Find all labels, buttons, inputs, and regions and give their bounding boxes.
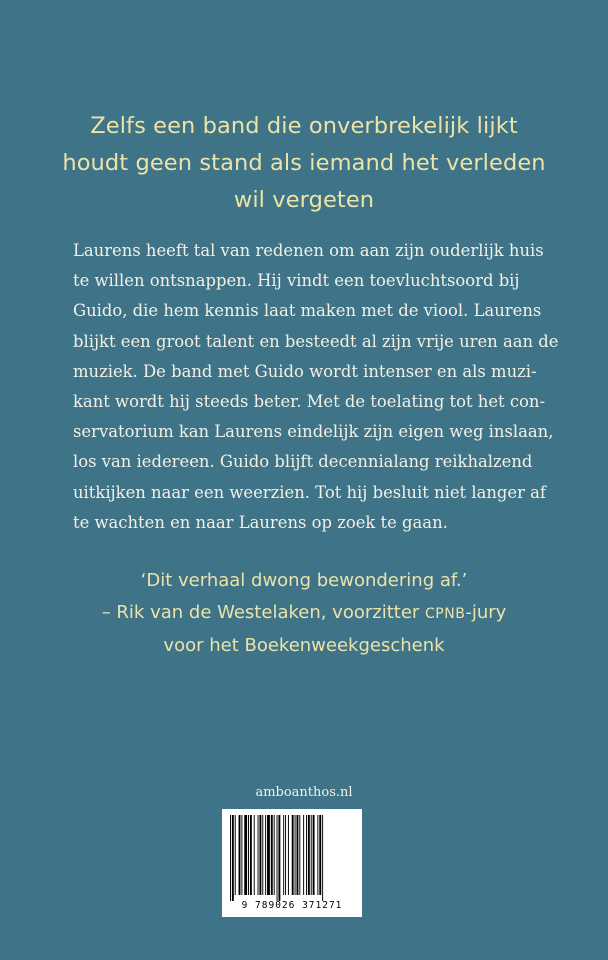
blurb-line: blijkt een groot talent en besteedt al zijn vrije uren aan de: [73, 331, 559, 351]
headline: [0, 108, 608, 219]
barcode-bar: [317, 815, 318, 895]
publisher-website: amboanthos.nl: [255, 785, 353, 800]
barcode-bar: [292, 815, 294, 895]
headline-line: Zelfs een band die onverbrekelijk lijkt: [90, 113, 518, 139]
barcode-bar: [283, 815, 284, 895]
blurb-text: [73, 236, 559, 538]
barcode-bar: [288, 815, 289, 895]
barcode-bar: [271, 815, 273, 895]
barcode-bar: [278, 815, 280, 901]
barcode-bar: [322, 815, 323, 901]
blurb-line: Laurens heeft tal van redenen om aan zijn ouderlijk huis: [73, 241, 544, 260]
headline-line: wil vergeten: [233, 187, 375, 213]
barcode-bar: [230, 815, 231, 901]
attribution-name: – Rik van de Westelaken, voorzitter: [101, 602, 426, 623]
barcode-bar: [262, 815, 263, 895]
barcode-bar: [306, 815, 307, 895]
review-quote: [0, 565, 608, 662]
barcode-bar: [311, 815, 312, 895]
barcode-bar: [248, 815, 249, 895]
quote-attribution-context: voor het Boekenweekgeschenk: [163, 635, 445, 656]
barcode-bar: [239, 815, 241, 895]
barcode-bar: [259, 815, 261, 895]
blurb-line: Guido, die hem kennis laat maken met de viool. Laurens: [73, 301, 542, 321]
barcode-bar: [313, 815, 315, 895]
barcode-bar: [232, 815, 234, 901]
barcode-bar: [241, 815, 242, 895]
attribution-org: CPNB: [425, 606, 466, 622]
blurb-line: servatorium kan Laurens eindelijk zijn eigen weg inslaan,: [73, 422, 554, 442]
barcode-bar: [267, 815, 270, 895]
barcode-bar: [295, 815, 296, 895]
barcode-bars: [222, 809, 362, 901]
barcode-bar: [308, 815, 310, 895]
barcode-bar: [285, 815, 286, 895]
isbn-number: 9 789026 371271: [241, 900, 343, 911]
quote-attribution: [0, 597, 608, 630]
barcode-bar: [319, 815, 321, 895]
barcode-bar: [244, 815, 247, 895]
barcode-bar: [250, 815, 252, 895]
barcode-bar: [258, 815, 259, 895]
barcode-bar: [274, 815, 275, 895]
barcode-bar: [277, 815, 278, 901]
blurb-line: te wachten en naar Laurens op zoek te gaan.: [73, 512, 448, 532]
barcode-bar: [254, 815, 255, 895]
headline-line: houdt geen stand als iemand het verleden: [62, 150, 546, 176]
barcode-bar: [299, 815, 300, 895]
blurb-line: uitkijken naar een weerzien. Tot hij besluit niet langer af: [73, 482, 546, 502]
barcode-bar: [303, 815, 304, 895]
attribution-suffix: -jury: [465, 602, 507, 623]
quote-text: ‘Dit verhaal dwong bewondering af.’: [140, 570, 468, 591]
barcode-bar: [265, 815, 266, 895]
blurb-line: te willen ontsnappen. Hij vindt een toevluchtsoord bij: [73, 271, 520, 291]
blurb-line: muziek. De band met Guido wordt intenser en als muzi-: [73, 361, 537, 381]
blurb-line: los van iedereen. Guido blijft decennialang reikhalzend: [73, 452, 533, 472]
isbn-barcode: [222, 809, 362, 917]
barcode-bar: [297, 815, 299, 895]
barcode-bar: [235, 815, 236, 895]
blurb-line: kant wordt hij steeds beter. Met de toelating tot het con-: [73, 392, 545, 412]
